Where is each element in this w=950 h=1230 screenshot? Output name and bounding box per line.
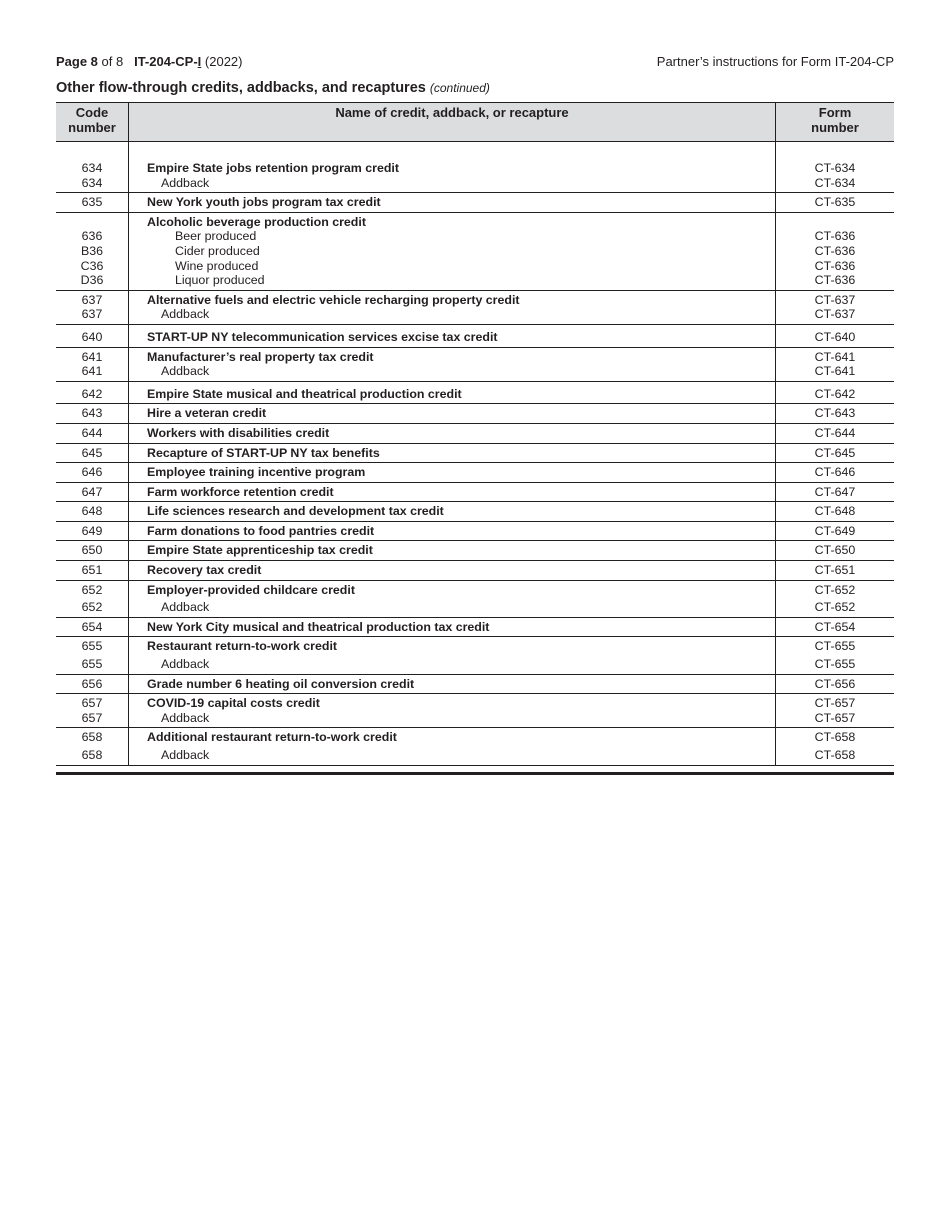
name-cell bbox=[129, 463, 776, 483]
name-cell bbox=[129, 423, 776, 443]
form-cell bbox=[776, 694, 895, 728]
form-header-line1: Form bbox=[818, 105, 852, 120]
code-cell bbox=[56, 193, 129, 213]
form-number: CT-641 bbox=[814, 364, 856, 379]
table-header-row bbox=[56, 103, 894, 142]
form-cell bbox=[776, 347, 895, 381]
code-number: 651 bbox=[81, 563, 103, 578]
code-number: 658 bbox=[81, 748, 103, 762]
name-cell bbox=[129, 580, 776, 617]
page-header bbox=[56, 54, 894, 70]
code-number: 646 bbox=[81, 465, 103, 480]
form-cell bbox=[776, 443, 895, 463]
credit-subitem: Addback bbox=[161, 657, 210, 672]
credit-name: Empire State musical and theatrical production credit bbox=[147, 386, 462, 401]
credit-name: Employer-provided childcare credit bbox=[147, 582, 355, 597]
code-cell bbox=[56, 404, 129, 424]
name-cell bbox=[129, 637, 776, 674]
code-column-header bbox=[56, 103, 129, 142]
code-number: D36 bbox=[80, 273, 104, 288]
form-number: CT-651 bbox=[814, 563, 856, 578]
table-row bbox=[56, 694, 894, 728]
name-cell bbox=[129, 728, 776, 765]
form-number: CT-648 bbox=[814, 504, 856, 519]
credit-name: Farm donations to food pantries credit bbox=[147, 523, 375, 538]
credit-name: Additional restaurant return-to-work credit bbox=[147, 730, 397, 745]
code-number: 644 bbox=[81, 425, 103, 440]
name-cell bbox=[129, 541, 776, 561]
section-title bbox=[56, 80, 490, 96]
code-number: 643 bbox=[81, 406, 103, 421]
form-number: CT-640 bbox=[814, 329, 856, 344]
table-row bbox=[56, 637, 894, 674]
page-header-title: Partner’s instructions for Form IT-204-CP bbox=[656, 54, 894, 69]
form-header-line2: number bbox=[811, 120, 859, 135]
credit-name: Recovery tax credit bbox=[147, 563, 262, 578]
page-number: Page 8 bbox=[56, 54, 98, 69]
form-number: CT-656 bbox=[814, 676, 856, 691]
name-cell bbox=[129, 561, 776, 581]
form-number: CT-634 bbox=[814, 175, 856, 190]
code-number: 650 bbox=[81, 543, 103, 558]
table-row bbox=[56, 521, 894, 541]
code-cell bbox=[56, 561, 129, 581]
code-number: 635 bbox=[81, 195, 103, 210]
form-number: CT-642 bbox=[814, 386, 856, 401]
form-number: CT-655 bbox=[814, 657, 856, 672]
name-cell bbox=[129, 142, 776, 193]
code-number: 636 bbox=[81, 229, 103, 244]
code-cell bbox=[56, 694, 129, 728]
table-row bbox=[56, 561, 894, 581]
form-number: CT-643 bbox=[814, 406, 856, 421]
code-cell bbox=[56, 324, 129, 347]
credit-name: Manufacturer’s real property tax credit bbox=[147, 349, 374, 364]
code-number: 637 bbox=[81, 307, 103, 322]
code-number: 658 bbox=[81, 730, 103, 745]
form-cell bbox=[776, 637, 895, 674]
credit-subitem: Addback bbox=[161, 175, 210, 190]
credit-name: Restaurant return-to-work credit bbox=[147, 639, 338, 654]
name-cell bbox=[129, 617, 776, 637]
table-row bbox=[56, 290, 894, 324]
form-number: CT-654 bbox=[814, 619, 856, 634]
credit-subitem: Addback bbox=[161, 748, 210, 762]
table-row bbox=[56, 502, 894, 522]
code-number: 641 bbox=[81, 349, 103, 364]
table-row bbox=[56, 212, 894, 290]
form-id: IT-204-CP- bbox=[134, 54, 198, 69]
code-number: 641 bbox=[81, 364, 103, 379]
credit-subitem: Beer produced bbox=[175, 229, 257, 244]
code-cell bbox=[56, 637, 129, 674]
section-title-text: Other flow-through credits, addbacks, and recaptures bbox=[56, 80, 426, 96]
credit-subitem: Addback bbox=[161, 307, 210, 322]
table-row bbox=[56, 142, 894, 193]
form-cell bbox=[776, 324, 895, 347]
form-number: CT-644 bbox=[814, 425, 856, 440]
credit-name: Recapture of START-UP NY tax benefits bbox=[147, 445, 380, 460]
form-cell bbox=[776, 381, 895, 404]
table-row bbox=[56, 463, 894, 483]
code-cell bbox=[56, 541, 129, 561]
table-row bbox=[56, 193, 894, 213]
code-number: 645 bbox=[81, 445, 103, 460]
form-number: CT-658 bbox=[814, 748, 856, 762]
form-cell bbox=[776, 290, 895, 324]
table-row bbox=[56, 443, 894, 463]
row-spacer bbox=[56, 144, 128, 158]
code-cell bbox=[56, 142, 129, 193]
form-number bbox=[776, 215, 894, 230]
code-cell bbox=[56, 521, 129, 541]
page-header-left bbox=[56, 54, 242, 69]
code-cell bbox=[56, 212, 129, 290]
name-cell bbox=[129, 347, 776, 381]
credit-name: New York youth jobs program tax credit bbox=[147, 195, 381, 210]
credit-subitem: Addback bbox=[161, 710, 210, 725]
form-cell bbox=[776, 502, 895, 522]
credits-table bbox=[56, 102, 894, 766]
form-number: CT-647 bbox=[814, 484, 856, 499]
form-year: (2022) bbox=[204, 54, 243, 69]
credit-name: Life sciences research and development tax credit bbox=[147, 504, 444, 519]
credit-subitem: Cider produced bbox=[175, 243, 260, 258]
row-spacer bbox=[147, 144, 775, 158]
code-number: 634 bbox=[81, 161, 103, 175]
form-number: CT-652 bbox=[814, 600, 856, 615]
code-number: 637 bbox=[81, 292, 103, 307]
credit-subitem: Addback bbox=[161, 600, 210, 615]
form-column-header bbox=[776, 103, 895, 142]
table-row bbox=[56, 580, 894, 617]
code-number: 648 bbox=[81, 504, 103, 519]
code-cell bbox=[56, 347, 129, 381]
credit-subitem: Addback bbox=[161, 364, 210, 379]
form-cell bbox=[776, 674, 895, 694]
code-number: 647 bbox=[81, 484, 103, 499]
table-row bbox=[56, 324, 894, 347]
code-cell bbox=[56, 580, 129, 617]
form-cell bbox=[776, 521, 895, 541]
code-number: 655 bbox=[81, 657, 103, 672]
form-number: CT-636 bbox=[814, 229, 856, 244]
name-cell bbox=[129, 502, 776, 522]
name-cell bbox=[129, 324, 776, 347]
code-cell bbox=[56, 290, 129, 324]
name-cell bbox=[129, 381, 776, 404]
code-cell bbox=[56, 482, 129, 502]
credit-name: Farm workforce retention credit bbox=[147, 484, 334, 499]
name-cell bbox=[129, 694, 776, 728]
code-number: 652 bbox=[81, 582, 103, 597]
code-number: 642 bbox=[81, 386, 103, 401]
form-number: CT-636 bbox=[814, 258, 856, 273]
table-row bbox=[56, 617, 894, 637]
code-number: B36 bbox=[80, 243, 104, 258]
name-cell bbox=[129, 521, 776, 541]
name-column-header: Name of credit, addback, or recapture bbox=[129, 103, 776, 142]
name-cell bbox=[129, 674, 776, 694]
form-number: CT-637 bbox=[814, 307, 856, 322]
code-number bbox=[56, 215, 128, 230]
form-cell bbox=[776, 212, 895, 290]
form-cell bbox=[776, 561, 895, 581]
code-cell bbox=[56, 443, 129, 463]
code-cell bbox=[56, 502, 129, 522]
name-cell bbox=[129, 290, 776, 324]
form-number: CT-635 bbox=[814, 195, 856, 210]
form-number: CT-634 bbox=[814, 161, 856, 175]
credit-name: Empire State jobs retention program credit bbox=[147, 161, 399, 175]
table-row bbox=[56, 404, 894, 424]
code-number: 654 bbox=[81, 619, 103, 634]
form-number: CT-637 bbox=[814, 292, 856, 307]
credit-name: New York City musical and theatrical production tax credit bbox=[147, 619, 490, 634]
code-cell bbox=[56, 728, 129, 765]
credit-name: Workers with disabilities credit bbox=[147, 425, 330, 440]
code-cell bbox=[56, 381, 129, 404]
name-cell bbox=[129, 482, 776, 502]
form-number: CT-652 bbox=[814, 582, 856, 597]
form-number: CT-657 bbox=[814, 696, 856, 711]
form-number: CT-646 bbox=[814, 465, 856, 480]
credit-name: Hire a veteran credit bbox=[147, 406, 267, 421]
name-cell bbox=[129, 404, 776, 424]
credit-subitem: Liquor produced bbox=[175, 273, 265, 288]
credit-name: Empire State apprenticeship tax credit bbox=[147, 543, 373, 558]
code-number: 652 bbox=[81, 600, 103, 615]
form-cell bbox=[776, 463, 895, 483]
row-spacer bbox=[776, 144, 894, 158]
form-cell bbox=[776, 404, 895, 424]
code-cell bbox=[56, 423, 129, 443]
code-number: C36 bbox=[80, 258, 104, 273]
credit-subitem: Wine produced bbox=[175, 258, 259, 273]
form-number: CT-645 bbox=[814, 445, 856, 460]
section-continued: (continued) bbox=[429, 81, 490, 95]
table-row bbox=[56, 381, 894, 404]
form-cell bbox=[776, 142, 895, 193]
code-number: 656 bbox=[81, 676, 103, 691]
code-number: 649 bbox=[81, 523, 103, 538]
page-total: of 8 bbox=[101, 54, 124, 69]
code-header-line1: Code bbox=[75, 105, 109, 120]
form-number: CT-649 bbox=[814, 523, 856, 538]
code-number: 634 bbox=[81, 175, 103, 190]
form-suffix: I bbox=[197, 54, 202, 69]
code-number: 655 bbox=[81, 639, 103, 654]
form-number: CT-641 bbox=[814, 349, 856, 364]
credit-name: Employee training incentive program bbox=[147, 465, 366, 480]
form-number: CT-650 bbox=[814, 543, 856, 558]
credit-name: COVID-19 capital costs credit bbox=[147, 696, 320, 711]
form-number: CT-636 bbox=[814, 273, 856, 288]
form-number: CT-655 bbox=[814, 639, 856, 654]
table-row bbox=[56, 482, 894, 502]
credit-name: Alternative fuels and electric vehicle recharging property credit bbox=[147, 292, 520, 307]
credit-name: Grade number 6 heating oil conversion credit bbox=[147, 676, 415, 691]
credit-name: Alcoholic beverage production credit bbox=[147, 214, 366, 229]
table-row bbox=[56, 674, 894, 694]
form-cell bbox=[776, 482, 895, 502]
code-number: 640 bbox=[81, 329, 103, 344]
name-cell bbox=[129, 193, 776, 213]
bottom-rule bbox=[56, 772, 894, 775]
form-cell bbox=[776, 617, 895, 637]
form-number: CT-658 bbox=[814, 730, 856, 745]
table-row bbox=[56, 423, 894, 443]
form-cell bbox=[776, 580, 895, 617]
code-header-line2: number bbox=[68, 120, 116, 135]
name-cell bbox=[129, 212, 776, 290]
table-row bbox=[56, 541, 894, 561]
name-cell bbox=[129, 443, 776, 463]
credit-name: START-UP NY telecommunication services excise tax credit bbox=[147, 329, 498, 344]
table-row bbox=[56, 347, 894, 381]
form-number: CT-657 bbox=[814, 710, 856, 725]
code-number: 657 bbox=[81, 696, 103, 711]
code-cell bbox=[56, 617, 129, 637]
code-cell bbox=[56, 674, 129, 694]
table-row bbox=[56, 728, 894, 765]
code-number: 657 bbox=[81, 710, 103, 725]
table-body bbox=[56, 142, 894, 766]
form-cell bbox=[776, 728, 895, 765]
form-cell bbox=[776, 193, 895, 213]
form-cell bbox=[776, 423, 895, 443]
form-cell bbox=[776, 541, 895, 561]
form-number: CT-636 bbox=[814, 243, 856, 258]
code-cell bbox=[56, 463, 129, 483]
